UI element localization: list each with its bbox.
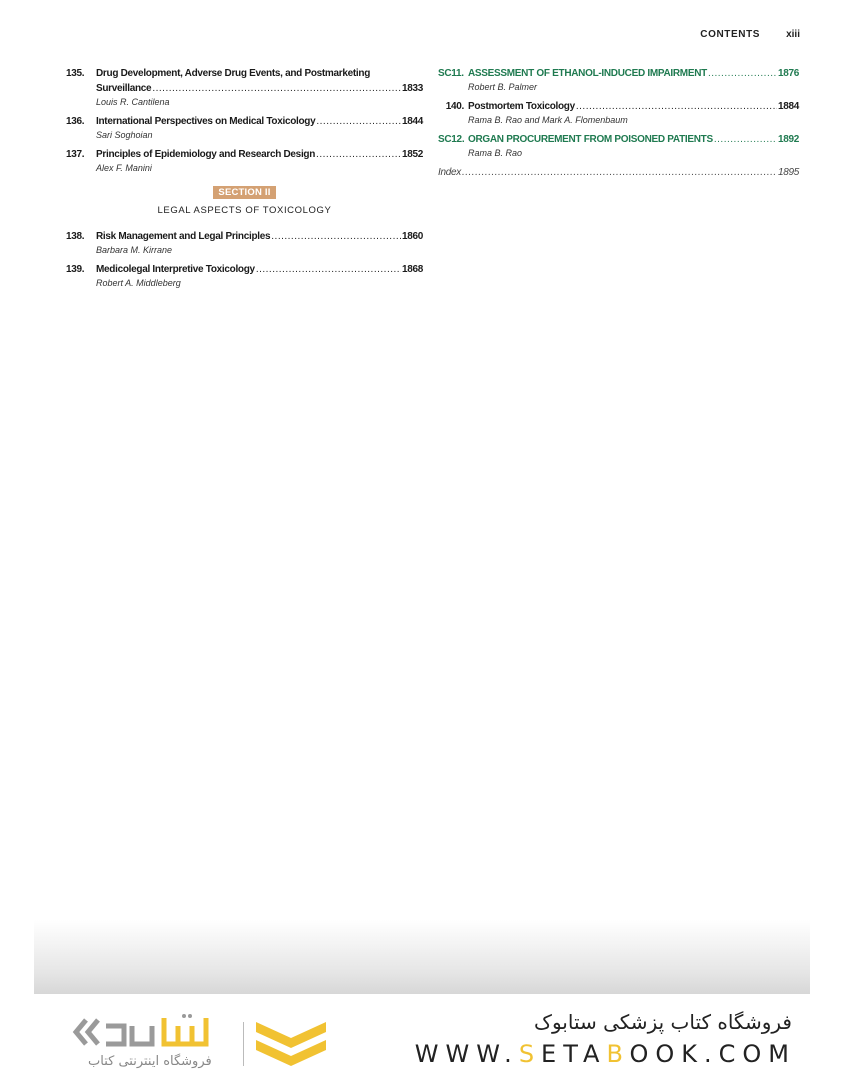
section-badge: SECTION II — [213, 186, 275, 199]
chapter-page: 1868 — [401, 264, 423, 275]
toc-entry-137[interactable] — [66, 147, 423, 174]
chapter-author: Alex F. Manini — [96, 163, 152, 173]
running-head-label: CONTENTS — [700, 29, 761, 40]
toc-entry-140[interactable] — [438, 99, 799, 126]
index-page: 1895 — [777, 167, 799, 178]
chapter-page: 1833 — [401, 83, 423, 94]
chapter-title: Principles of Epidemiology and Research Design — [96, 149, 316, 160]
toc-right-column — [438, 66, 799, 186]
chapter-author: Rama B. Rao and Mark A. Flomenbaum — [468, 115, 628, 125]
logo-divider — [243, 1022, 244, 1066]
leader-dots — [708, 66, 777, 81]
special-chapter-title: ASSESSMENT OF ETHANOL-INDUCED IMPAIRMENT — [468, 68, 707, 79]
page-number: xiii — [786, 29, 800, 40]
leader-dots — [462, 165, 777, 180]
section-title: LEGAL ASPECTS OF TOXICOLOGY — [157, 205, 332, 216]
chapter-page: 1844 — [401, 116, 423, 127]
special-chapter-number: SC11. — [438, 68, 464, 79]
chapter-author: Barbara M. Kirrane — [96, 245, 173, 255]
chapter-page: 1860 — [401, 231, 423, 242]
leader-dots — [256, 262, 401, 277]
store-title: فروشگاه کتاب پزشکی ستابوک — [534, 1010, 792, 1034]
toc-left-column — [66, 66, 423, 295]
chapter-number: 135. — [66, 68, 85, 79]
special-chapter-number: SC12. — [438, 134, 465, 145]
chapter-page: 1876 — [777, 68, 799, 79]
running-head — [700, 29, 800, 40]
chapter-author: Louis R. Cantilena — [96, 97, 170, 107]
chapter-title: International Perspectives on Medical Toxicology — [96, 116, 316, 127]
chapter-number: 139. — [66, 264, 85, 275]
bottom-shadow — [34, 920, 810, 994]
chapter-number: 138. — [66, 231, 85, 242]
chapter-title: Postmortem Toxicology — [468, 101, 575, 112]
leader-dots — [316, 114, 401, 129]
chapter-author: Rama B. Rao — [468, 148, 523, 158]
chapter-number: 140. — [445, 101, 464, 112]
url-highlight: S — [518, 1040, 542, 1068]
index-label: Index — [438, 167, 461, 178]
chapter-title: Risk Management and Legal Principles — [96, 231, 271, 242]
leader-dots — [714, 132, 777, 147]
chapter-author: Robert A. Middleberg — [96, 278, 181, 288]
url-part: OOK.COM — [629, 1040, 796, 1068]
store-url[interactable] — [415, 1040, 796, 1068]
url-part: ETA — [541, 1040, 607, 1068]
chapter-page: 1884 — [777, 101, 799, 112]
watermark-footer — [0, 994, 844, 1080]
brand-subtitle: فروشگاه اینترنتی کتاب — [88, 1054, 212, 1069]
toc-entry-sc11[interactable] — [438, 66, 799, 93]
chapter-author: Sari Soghoian — [96, 130, 153, 140]
leader-dots — [316, 147, 401, 162]
chapter-number: 136. — [66, 116, 85, 127]
url-highlight: B — [606, 1040, 630, 1068]
chapter-title: Medicolegal Interpretive Toxicology — [96, 264, 255, 275]
toc-entry-sc12[interactable] — [438, 132, 799, 159]
section-header — [66, 182, 423, 200]
leader-dots — [271, 229, 401, 244]
toc-entry-135[interactable] — [66, 66, 423, 108]
toc-entry-139[interactable] — [66, 262, 423, 289]
chapter-author: Robert B. Palmer — [468, 82, 538, 92]
special-chapter-title: ORGAN PROCUREMENT FROM POISONED PATIENTS — [468, 134, 713, 145]
chapter-title: Drug Development, Adverse Drug Events, and Postmarketing — [96, 68, 371, 79]
brand-logo-icon — [72, 1012, 240, 1052]
brand-chevron-mark-icon — [252, 1016, 330, 1072]
chapter-title-cont: Surveillance — [96, 83, 152, 94]
chapter-page: 1892 — [777, 134, 799, 145]
toc-entry-136[interactable] — [66, 114, 423, 141]
leader-dots — [576, 99, 777, 114]
chapter-number: 137. — [66, 149, 85, 160]
chapter-page: 1852 — [401, 149, 423, 160]
toc-entry-138[interactable] — [66, 229, 423, 256]
toc-entry-index[interactable] — [438, 165, 799, 180]
leader-dots — [152, 81, 401, 96]
url-part: WWW. — [414, 1040, 519, 1068]
